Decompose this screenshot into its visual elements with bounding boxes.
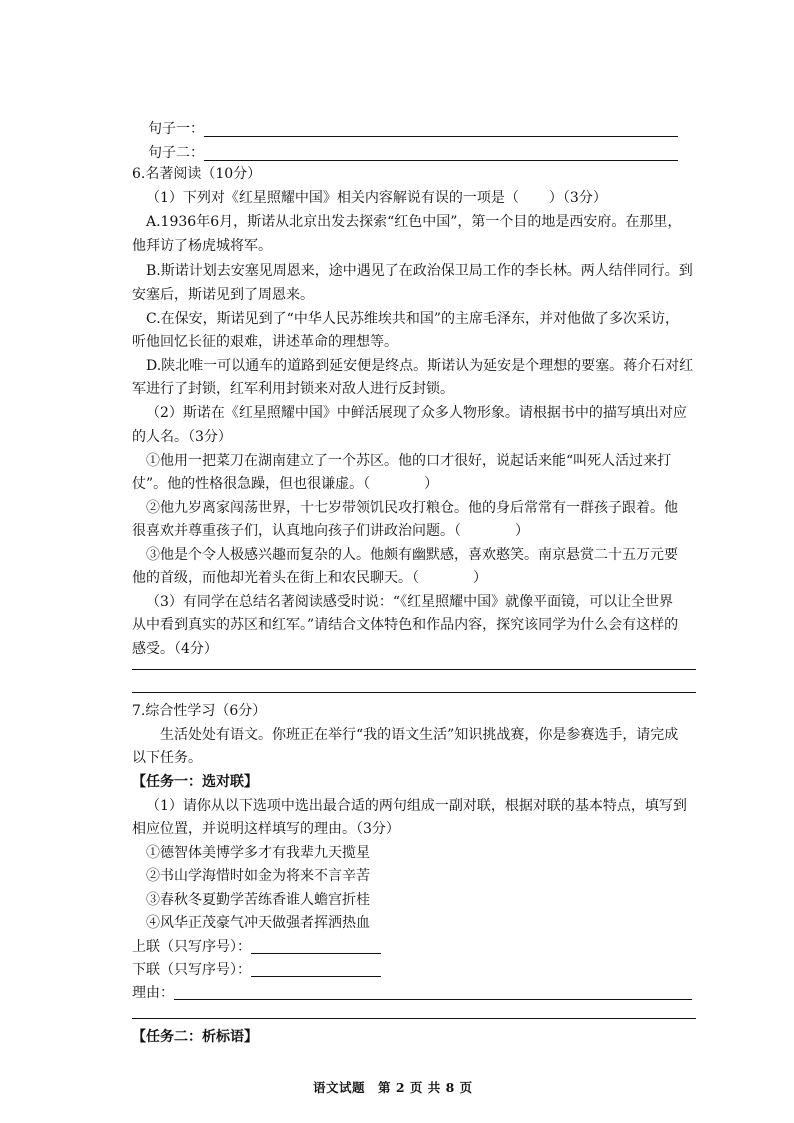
q6-person3-text: 他的首级，而他却光着头在街上和农民聊天。（: [132, 570, 419, 586]
upper-couplet-label: 上联（只写序号）：: [132, 939, 251, 955]
q6-person3-close-paren: ）: [473, 570, 487, 586]
q6-part1-score: ）（3分）: [548, 190, 607, 206]
q6-part2-stem-line1: （2）斯诺在《红星照耀中国》中鲜活展现了众多人物形象。请根据书中的描写填出对应: [146, 405, 687, 421]
reason-row: [132, 983, 692, 1003]
q6-part1-stem-text: （1）下列对《红星照耀中国》相关内容解说有误的一项是（: [146, 190, 519, 206]
q6-person3-line1: ③他是个令人极感兴趣而复杂的人。他颇有幽默感，喜欢憨笑。南京悬赏二十五万元要: [146, 547, 678, 563]
q6-person1-line1: ①他用一把菜刀在湖南建立了一个苏区。他的口才很好，说起话来能“叫死人活过来打: [146, 453, 672, 469]
q6-person2-line2: [132, 521, 529, 541]
q6-part2-stem-line2: 的人名。（3分）: [132, 429, 232, 445]
couplet-option-1: ①德智体美博学多才有我辈九天揽星: [146, 845, 370, 861]
sentence-two-label: 句子二：: [148, 145, 204, 161]
reason-label: 理由：: [132, 985, 174, 1001]
q6-option-a-line1: A.1936年6月，斯诺从北京出发去探索“红色中国”，第一个目的地是西安府。在那里，: [146, 214, 682, 230]
q6-option-b-line2: 安塞后，斯诺见到了周恩来。: [132, 287, 314, 303]
q6-person2-close-paren: ）: [515, 523, 529, 539]
q7-intro-line1: 生活处处有语文。你班正在举行“我的语文生活”知识挑战赛，你是参赛选手，请完成: [160, 727, 679, 743]
q6-title: 6.名著阅读（10分）: [132, 166, 262, 182]
couplet-option-4: ④风华正茂豪气冲天做强者挥洒热血: [146, 915, 370, 931]
q6-part3-line3: 感受。（4分）: [132, 641, 218, 657]
q7-title: 7.综合性学习（6分）: [132, 703, 267, 719]
q6-option-d-line1: D.陕北唯一可以通车的道路到延安便是终点。斯诺认为延安是个理想的要塞。蒋介石对红: [146, 358, 694, 374]
q7-task2-heading: 【任务二：析标语】: [132, 1029, 258, 1045]
sentence-two-answer-line[interactable]: [204, 160, 678, 161]
q6-person1-text: 仗”。他的性格很急躁，但也很谦虚。（: [132, 476, 371, 492]
reason-answer-field[interactable]: [174, 985, 692, 1000]
couplet-option-3: ③春秋冬夏勤学苦练香谁人蟾宫折桂: [146, 892, 370, 908]
reason-answer-line-2[interactable]: [132, 1018, 696, 1019]
q7-intro-line2: 以下任务。: [132, 750, 202, 766]
sentence-two-row: [148, 143, 204, 163]
q6-option-c-line1: C.在保安，斯诺见到了“中华人民苏维埃共和国”的主席毛泽东，并对他做了多次采访，: [146, 311, 679, 327]
q6-person3-line2: [132, 568, 487, 588]
q6-answer-line-2[interactable]: [132, 692, 696, 693]
q6-option-a-line2: 他拜访了杨虎城将军。: [132, 238, 272, 254]
q6-option-b-line1: B.斯诺计划去安塞见周恩来，途中遇见了在政治保卫局工作的李长林。两人结伴同行。到: [146, 263, 693, 279]
q6-person1-close-paren: ）: [424, 476, 439, 492]
sentence-one-row: [148, 119, 204, 139]
lower-couplet-answer-field[interactable]: [251, 962, 381, 977]
q7-task1-stem-line1: （1）请你从以下选项中选出最合适的两句组成一副对联，根据对联的基本特点，填写到: [146, 798, 687, 814]
q6-answer-line-1[interactable]: [132, 669, 696, 670]
page-footer: 语文试题 第 2 页 共 8 页: [313, 1080, 473, 1095]
q6-part3-line2: 从中看到真实的苏区和红军。”请结合文体特色和作品内容，探究该同学为什么会有这样的: [132, 617, 679, 633]
lower-couplet-row: [132, 960, 381, 980]
q6-option-d-line2: 军进行了封锁，红军利用封锁来对敌人进行反封锁。: [132, 381, 454, 397]
upper-couplet-answer-field[interactable]: [251, 939, 381, 954]
q6-option-c-line2: 听他回忆长征的艰难，讲述革命的理想等。: [132, 334, 398, 350]
q6-person1-line2: [132, 474, 438, 494]
q6-person2-text: 很喜欢并尊重孩子们，认真地向孩子们讲政治问题。（: [132, 523, 461, 539]
couplet-option-2: ②书山学海惜时如金为将来不言辛苦: [146, 868, 370, 884]
q6-part3-line1: （3）有同学在总结名著阅读感受时说：“《红星照耀中国》就像平面镜，可以让全世界: [146, 594, 674, 610]
upper-couplet-row: [132, 937, 381, 957]
q6-part1-stem: [146, 188, 607, 208]
sentence-one-answer-line[interactable]: [204, 136, 678, 137]
q6-person2-line1: ②他九岁离家闯荡世界，十七岁带领饥民攻打粮仓。他的身后常常有一群孩子跟着。他: [146, 500, 678, 516]
q7-task1-stem-line2: 相应位置，并说明这样填写的理由。（3分）: [132, 821, 400, 837]
q7-task1-heading: 【任务一：选对联】: [132, 774, 258, 790]
lower-couplet-label: 下联（只写序号）：: [132, 962, 251, 978]
sentence-one-label: 句子一：: [148, 121, 204, 137]
